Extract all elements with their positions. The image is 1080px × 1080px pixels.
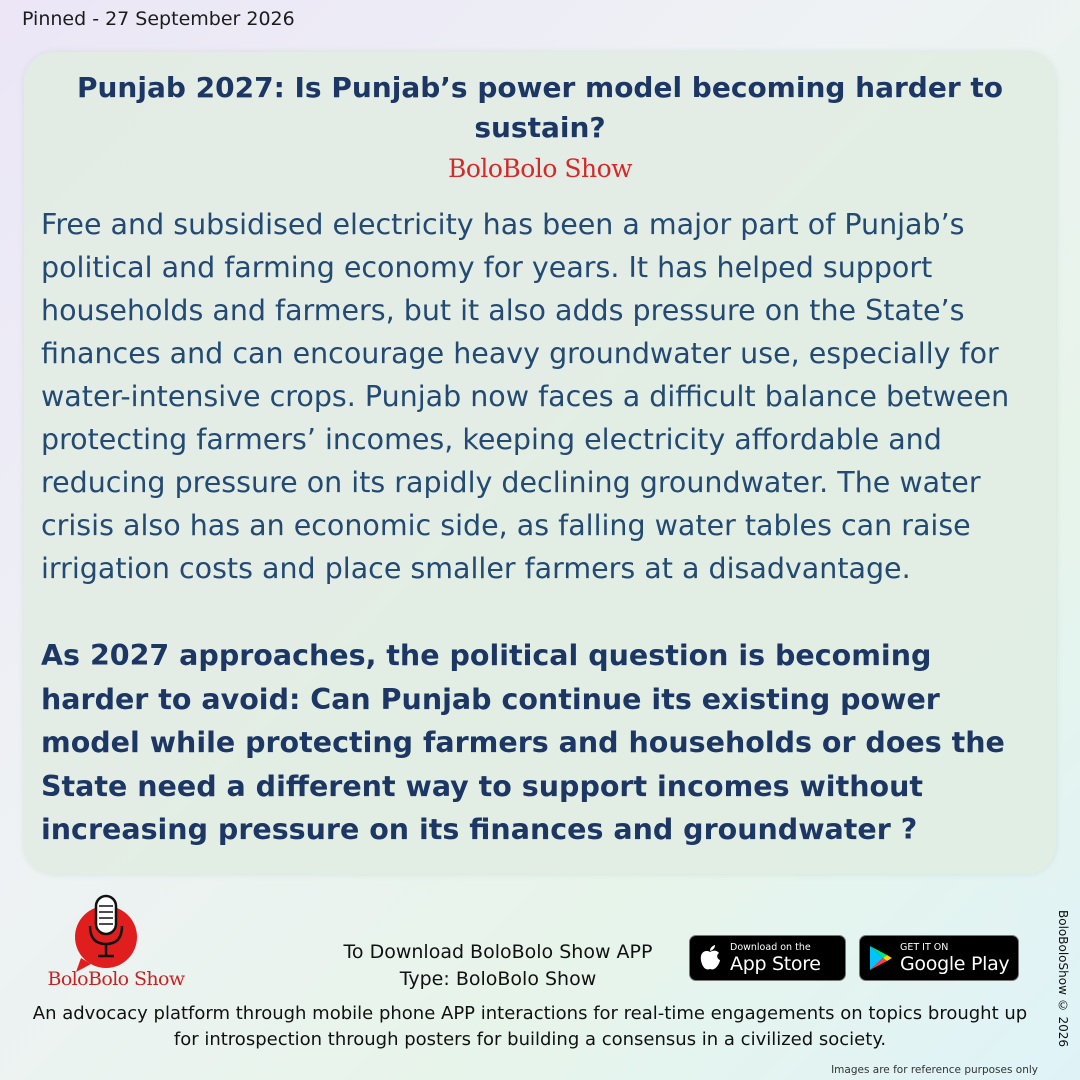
download-line-2: Type: BoloBolo Show [399,968,597,990]
app-store-small-text: Download on the [730,941,811,953]
post-body: Free and subsidised electricity has been a major part of Punjab’s political and farming economy for years. It has helped support households and farmers, but it also adds pressure on the State’s finances and can encourage heavy groundwater use, especially for water-intensive crops. Punjab now faces a difficult balance between protecting farmers’ incomes, keeping electricity affordable and reducing pressure on its rapidly declining groundwater. The water crisis also has an economic side, as falling water tables can raise irrigation costs and place smaller farmers at a disadvantage. [41,208,1010,585]
google-play-button[interactable] [859,935,1019,981]
download-line-1: To Download BoloBolo Show APP [343,941,653,963]
logo-brand-name: BoloBolo Show [47,968,185,990]
post-brand: BoloBolo Show [447,154,633,183]
pinned-date: Pinned - 27 September 2026 [22,8,295,30]
download-instructions [318,939,678,993]
google-play-big-text: Google Play [900,952,1010,975]
tagline: An advocacy platform through mobile phone APP interactions for real-time engagements on topics brought up for introspection through posters for building a consensus in a civilized society. [32,1003,1028,1050]
post-question: As 2027 approaches, the political question is becoming harder to avoid: Can Punjab continue its existing power model while protecting farmers and households or does the State need a different way to support incomes without increasing pressure on its finances and groundwater ? [41,639,1005,846]
post-title: Punjab 2027: Is Punjab’s power model becoming harder to sustain? [76,71,1004,144]
apple-icon [690,944,730,972]
copyright: BoloBoloShow © 2026 [1056,910,1070,1048]
google-play-icon [860,944,900,972]
google-play-small-text: GET IT ON [900,941,949,953]
app-store-big-text: App Store [730,952,821,975]
disclaimer: Images are for reference purposes only [831,1064,1038,1076]
app-store-button[interactable] [689,935,846,981]
